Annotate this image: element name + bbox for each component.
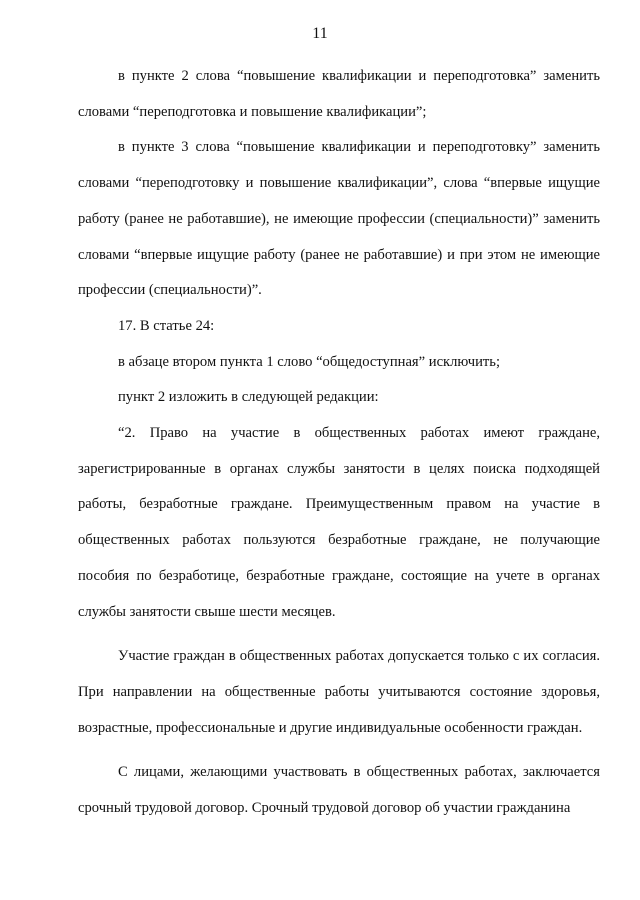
paragraph-abzac: в абзаце втором пункта 1 слово “общедоступная” исключить; [118,353,501,370]
paragraph-point-3: в пункте 3 слова “повышение квалификации и переподготовку” заменить словами “переподготовку и повышение квалификации”, слова “впервые ищущие работу (ранее не работавшие), не имеющие профессии (специальности)” заменить словами “впервые ищущие работу (ранее не работавшие) и при этом не имеющие профессии (специальности)”. [78,139,600,299]
paragraph-article-17: 17. В статье 24: [118,317,215,334]
page-number: 11 [312,25,328,42]
document-body [78,59,600,827]
paragraph-contract: С лицами, желающими участвовать в общественных работах, заключается срочный трудовой договор. Срочный трудовой договор об участии гражданина [78,764,600,817]
paragraph-right-to-participate: “2. Право на участие в общественных работах имеют граждане, зарегистрированные в органах службы занятости в целях поиска подходящей работы, безработные граждане. Преимущественным правом на участие в общественных работах пользуются безработные граждане, не получающие пособия по безработице, безработные граждане, состоящие на учете в органах службы занятости свыше шести месяцев. [78,425,600,620]
paragraph-consent: Участие граждан в общественных работах допускается только с их согласия. При направлении на общественные работы учитываются состояние здоровья, возрастные, профессиональные и другие индивидуальные особенности граждан. [78,648,600,736]
paragraph-point-2: в пункте 2 слова “повышение квалификации и переподготовка” заменить словами “переподготовка и повышение квалификации”; [78,68,600,120]
paragraph-point-2-edit: пункт 2 изложить в следующей редакции: [118,389,379,406]
